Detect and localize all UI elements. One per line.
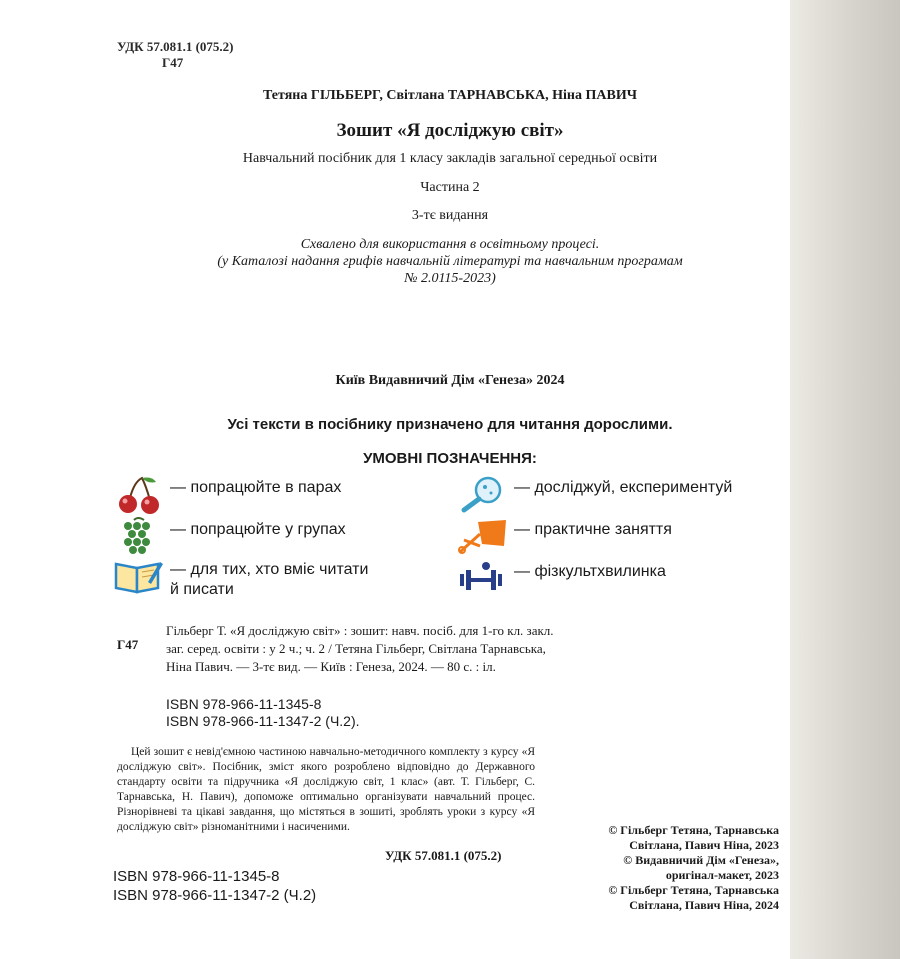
copyright-line: © Видавничий Дім «Генеза», xyxy=(623,853,779,867)
catalog-main-text: Гільберг Т. «Я досліджую світ» : зошит: навч. посіб. для 1-го кл. закл. заг. серед. освіти : у 2 ч.; ч. 2 / Тетяна Гільберг, Світлана Тарнавська, Ніна Павич. — 3-тє вид. — Київ : Генеза, 2024. — 80 с. : іл. xyxy=(166,623,554,674)
publisher-line: Київ Видавничий Дім «Генеза» 2024 xyxy=(335,373,565,388)
page-edge-shadow xyxy=(790,0,900,959)
footer-isbn xyxy=(113,867,316,905)
approval-note xyxy=(0,236,900,287)
author-mark: Г47 xyxy=(162,55,184,70)
legend-item-exercise xyxy=(456,558,666,598)
udk-header xyxy=(117,39,234,71)
legend-label-reading: — для тих, хто вміє читати й писати xyxy=(170,561,369,598)
magnifier-icon xyxy=(456,474,508,514)
footer-isbn-2: ISBN 978-966-11-1347-2 (Ч.2) xyxy=(113,887,317,904)
legend-label-exercise: — фізкультхвилинка xyxy=(514,563,666,580)
legend-item-pairs xyxy=(112,474,341,514)
dumbbell-icon xyxy=(456,558,508,598)
catalog-isbn-1: ISBN 978-966-11-1345-8 xyxy=(166,696,322,712)
cherry-pair-icon xyxy=(112,474,164,514)
legend-label-explore: — досліджуй, експериментуй xyxy=(514,479,733,496)
copyright-line: Світлана, Павич Ніна, 2024 xyxy=(629,898,779,912)
approval-line-2: (у Каталозі надання грифів навчальній літературі та навчальним програмам xyxy=(217,254,683,269)
legend-item-groups xyxy=(112,516,346,556)
legend-label-groups: — попрацюйте у групах xyxy=(170,521,346,538)
legend-title: УМОВНІ ПОЗНАЧЕННЯ: xyxy=(363,450,537,467)
catalog-udk: УДК 57.081.1 (075.2) xyxy=(385,848,502,863)
part-number: Частина 2 xyxy=(420,180,480,195)
copyright-line: © Гільберг Тетяна, Тарнавська xyxy=(608,823,779,837)
legend-item-explore xyxy=(456,474,732,514)
approval-line-3: № 2.0115-2023) xyxy=(404,271,496,286)
copyright-line: Світлана, Павич Ніна, 2023 xyxy=(629,838,779,852)
adults-note: Усі тексти в посібнику призначено для читання дорослими. xyxy=(227,416,673,433)
grape-bunch-icon xyxy=(112,516,164,556)
authors-line: Тетяна ГІЛЬБЕРГ, Світлана ТАРНАВСЬКА, Ніна ПАВИЧ xyxy=(263,88,637,103)
book-subtitle: Навчальний посібник для 1 класу закладів загальної середньої освіти xyxy=(242,151,658,166)
catalog-isbn xyxy=(166,696,360,730)
book-title: Зошит «Я досліджую світ» xyxy=(336,120,564,141)
copyright-block xyxy=(579,823,779,913)
copyright-line: © Гільберг Тетяна, Тарнавська xyxy=(608,883,779,897)
legend-item-reading xyxy=(112,556,368,600)
catalog-isbn-2: ISBN 978-966-11-1347-2 (Ч.2). xyxy=(166,713,360,729)
scissors-paper-icon xyxy=(456,516,508,556)
copyright-line: оригінал-макет, 2023 xyxy=(665,868,779,882)
catalog-description xyxy=(166,622,566,676)
udk-code: УДК 57.081.1 (075.2) xyxy=(117,39,234,54)
approval-line-1: Схвалено для використання в освітньому процесі. xyxy=(300,237,600,252)
open-book-pencil-icon xyxy=(112,556,164,596)
catalog-code: Г47 xyxy=(117,637,139,652)
legend-item-practice xyxy=(456,516,672,556)
edition: 3-тє видання xyxy=(411,208,489,223)
legend-label-pairs: — попрацюйте в парах xyxy=(170,479,342,496)
annotation-text: Цей зошит є невід'ємною частиною навчально-методичного комплекту з курсу «Я досліджую світ». Посібник, зміст якого розроблено відповідно до Державного стандарту освіти та підручника «Я досліджую світ, 1 клас» (авт. Т. Гільберг, С. Тарнавська, Н. Павич), допоможе оптимально організувати навчальний процес. Різнорівневі та цікаві завдання, що містяться в зошиті, зроблять уроки з курсу «Я досліджую світ» різноманітними і насиченими. xyxy=(117,746,535,833)
legend-label-practice: — практичне заняття xyxy=(514,521,672,538)
footer-isbn-1: ISBN 978-966-11-1345-8 xyxy=(113,868,280,885)
